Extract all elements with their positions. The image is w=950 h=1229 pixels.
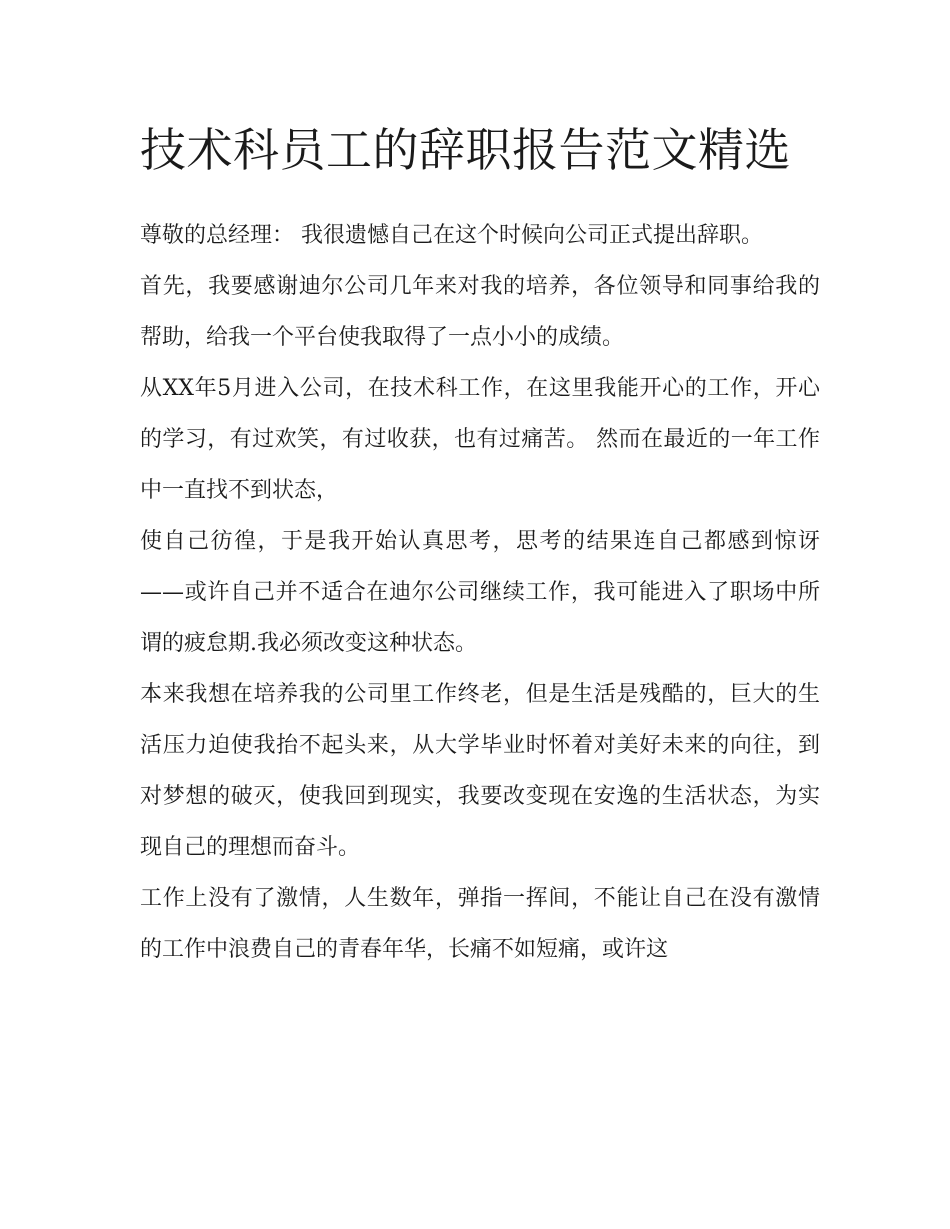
document-content	[140, 112, 820, 975]
document-body	[140, 210, 820, 975]
paragraph-reflection: 使自己彷徨，于是我开始认真思考，思考的结果连自己都感到惊讶——或许自己并不适合在迪尔公司继续工作，我可能进入了职场中所谓的疲怠期.我必须改变这种状态。	[140, 529, 820, 656]
paragraph-gratitude: 首先，我要感谢迪尔公司几年来对我的培养，各位领导和同事给我的帮助，给我一个平台使我取得了一点小小的成绩。	[140, 274, 820, 350]
paragraph-work-history: 从XX年5月进入公司，在技术科工作，在这里我能开心的工作，开心的学习，有过欢笑，有过收获，也有过痛苦。 然而在最近的一年工作中一直找不到状态，	[140, 376, 820, 503]
document-title: 技术科员工的辞职报告范文精选	[140, 123, 791, 177]
paragraph-passion: 工作上没有了激情，人生数年，弹指一挥间，不能让自己在没有激情的工作中浪费自己的青春年华，长痛不如短痛，或许这	[140, 886, 820, 962]
paragraph-salutation: 尊敬的总经理： 我很遗憾自己在这个时候向公司正式提出辞职。	[140, 223, 763, 248]
paragraph-life-pressure: 本来我想在培养我的公司里工作终老，但是生活是残酷的，巨大的生活压力迫使我抬不起头来，从大学毕业时怀着对美好未来的向往，到对梦想的破灭，使我回到现实，我要改变现在安逸的生活状态，为实现自己的理想而奋斗。	[140, 682, 820, 860]
